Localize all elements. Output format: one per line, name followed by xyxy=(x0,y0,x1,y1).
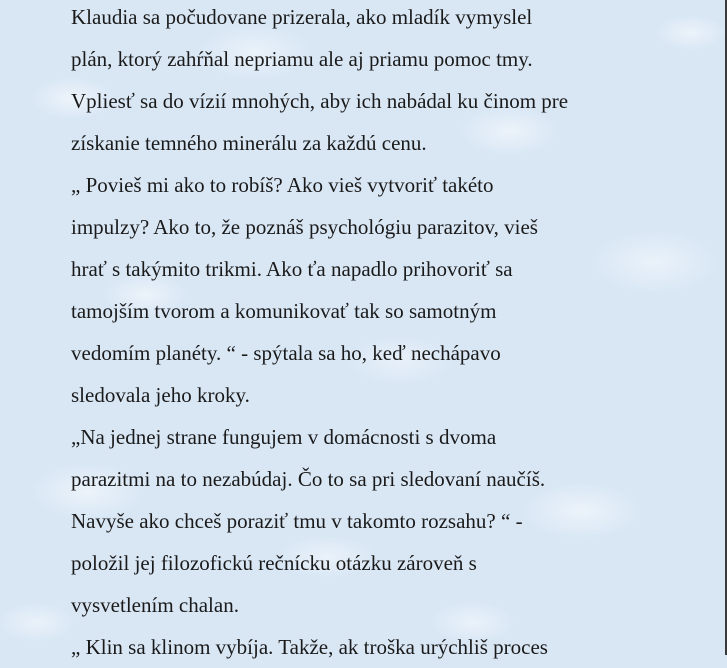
text-line-16: „ Klin sa klinom vybíja. Takže, ak troška urýchliš proces xyxy=(71,635,548,659)
text-line-8: tamojším tvorom a komunikovať tak so samotným xyxy=(71,299,497,323)
text-line-10: sledovala jeho kroky. xyxy=(71,383,250,407)
text-line-15: vysvetlením chalan. xyxy=(71,593,239,617)
text-line-11: „Na jednej strane fungujem v domácnosti s dvoma xyxy=(71,425,497,449)
text-line-1: Klaudia sa počudovane prizerala, ako mladík vymyslel xyxy=(71,5,533,29)
text-line-7: hrať s takýmito trikmi. Ako ťa napadlo prihovoriť sa xyxy=(71,257,513,281)
text-line-5: „ Povieš mi ako to robíš? Ako vieš vytvoriť takéto xyxy=(71,173,494,197)
text-line-3: Vpliesť sa do vízií mnohých, aby ich nabádal ku činom pre xyxy=(71,89,569,113)
text-line-6: impulzy? Ako to, že poznáš psychológiu parazitov, vieš xyxy=(71,215,538,239)
text-line-4: získanie temného minerálu za každú cenu. xyxy=(71,131,427,155)
text-line-12: parazitmi na to nezabúdaj. Čo to sa pri sledovaní naučíš. xyxy=(71,467,546,491)
text-line-14: položil jej filozofickú rečnícku otázku zároveň s xyxy=(71,551,477,575)
text-line-2: plán, ktorý zahŕňal nepriamu ale aj priamu pomoc tmy. xyxy=(71,47,533,71)
story-text xyxy=(71,0,691,668)
text-line-9: vedomím planéty. “ - spýtala sa ho, keď nechápavo xyxy=(71,341,501,365)
text-line-13: Navyše ako chceš poraziť tmu v takomto rozsahu? “ - xyxy=(71,509,523,533)
